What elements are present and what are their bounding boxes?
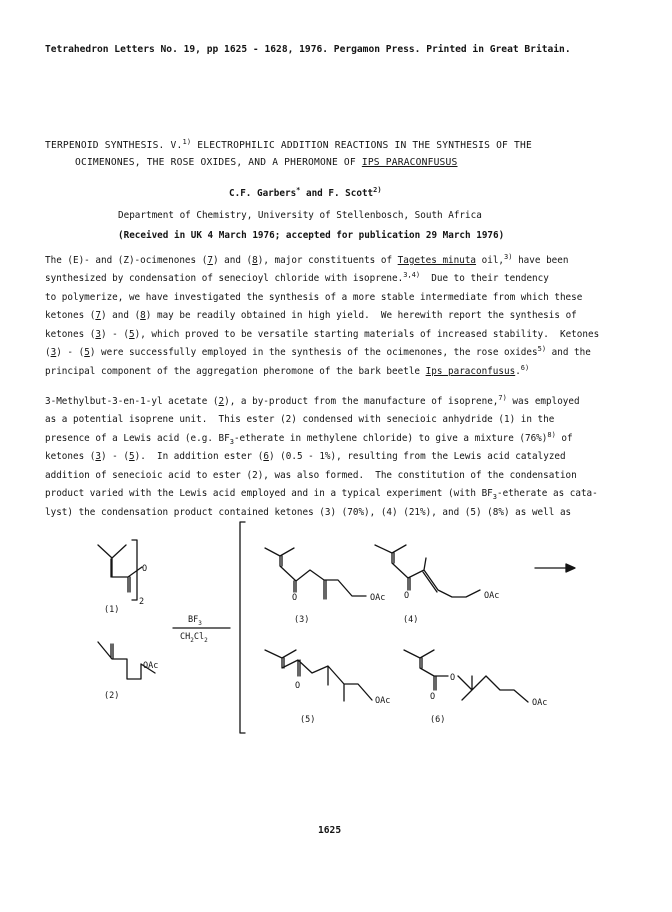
paragraph-2-line-3: presence of a Lewis acid (e.g. $BF_3$-etherate in methylene chloride) to give a mixture $(76\%)^{8)}$ of	[45, 430, 573, 446]
compound-5-label: (5)	[300, 715, 316, 725]
compound-4-o-label: O	[404, 591, 410, 601]
paragraph-1-line-6: (3) - (5) were successfully employed in the synthesis of the ocimenones, the rose oxides$^{5)}$ and the	[45, 344, 591, 358]
compound-2-structure	[98, 642, 158, 679]
compound-5-o-label: O	[295, 681, 301, 691]
compound-6-o-label: O	[450, 673, 456, 683]
article-title-line-1: TERPENOID SYNTHESIS. V.$^{1)}$ ELECTROPHILIC ADDITION REACTIONS IN THE SYNTHESIS OF THE	[45, 137, 532, 151]
paragraph-2-line-6: product varied with the Lewis acid employed and in a typical experiment (with $BF_3$-etherate as cata-	[45, 488, 598, 501]
paragraph-2-line-7: lyst) the condensation product contained ketones (3) (70%), (4) (21%), and (5) (8%) as well as	[45, 507, 572, 518]
compound-3-structure	[265, 548, 385, 603]
compound-6-carbonyl-o-label: O	[430, 692, 436, 702]
compound-3-label: (3)	[294, 615, 310, 625]
compound-1-o-label: O	[142, 564, 148, 574]
reagent-top: $BF_3$	[188, 615, 202, 627]
compound-4-label: (4)	[403, 615, 419, 625]
compound-6-structure	[404, 650, 547, 708]
product-bracket	[240, 522, 245, 733]
compound-6-label: (6)	[430, 715, 446, 725]
affiliation: Department of Chemistry, University of Stellenbosch, South Africa	[118, 210, 482, 221]
paragraph-1-line-3: to polymerize, we have investigated the synthesis of a more stable intermediate from which these	[45, 292, 583, 303]
journal-header: Tetrahedron Letters No. 19, pp 1625 - 1628, 1976. Pergamon Press. Printed in Great Britain.	[45, 44, 571, 55]
page-number: 1625	[318, 825, 342, 836]
paragraph-1-line-7: principal component of the aggregation pheromone of the bark beetle Ips paraconfusus.$^{6)}$	[45, 363, 530, 377]
compound-5-oac-label: OAc	[375, 696, 391, 706]
paragraph-2-line-1: 3-Methylbut-3-en-1-yl acetate (2), a by-product from the manufacture of isoprene,$^{7)}$ was employed	[45, 393, 580, 407]
compound-6-oac-label: OAc	[532, 698, 548, 708]
compound-5-structure	[265, 650, 390, 706]
paragraph-1-line-5: ketones (3) - (5), which proved to be versatile starting materials of increased stability. Ketones	[45, 329, 600, 340]
paragraph-1-line-2: synthesized by condensation of senecioyl chloride with isoprene.$^{3,4)}$ Due to their tendency	[45, 270, 549, 284]
compound-2-label: (2)	[104, 691, 120, 701]
paragraph-2-line-4: ketones (3) - (5). In addition ester (6) (0.5 - 1%), resulting from the Lewis acid catalyzed	[45, 451, 566, 462]
author-line: C.F. Garbers* and F. Scott$^{2)}$	[229, 185, 382, 199]
compound-2-oac-label: OAc	[143, 661, 159, 671]
compound-1-subscript: 2	[139, 597, 145, 607]
article-title-line-2: OCIMENONES, THE ROSE OXIDES, AND A PHEROMONE OF IPS PARACONFUSUS	[75, 157, 458, 168]
paragraph-1-line-4: ketones (7) and (8) may be readily obtained in high yield. We herewith report the synthesis of	[45, 310, 577, 321]
paragraph-2-line-2: as a potential isoprene unit. This ester (2) condensed with senecioic anhydride (1) in the	[45, 414, 555, 425]
continuation-arrow-head	[566, 564, 575, 572]
received-dates: (Received in UK 4 March 1976; accepted for publication 29 March 1976)	[118, 230, 505, 241]
compound-3-o-label: O	[292, 593, 298, 603]
compound-4-oac-label: OAc	[484, 591, 500, 601]
compound-3-oac-label: OAc	[370, 593, 386, 603]
paragraph-2-line-5: addition of senecioic acid to ester (2), was also formed. The constitution of the condensation	[45, 470, 577, 481]
reagent-bottom: $CH_2Cl_2$	[180, 632, 208, 644]
compound-1-structure	[98, 540, 147, 607]
compound-4-structure	[375, 545, 499, 601]
paragraph-1-line-1: The (E)- and (Z)-ocimenones (7) and (8), major constituents of Tagetes minuta oil,$^{3)}$ have been	[45, 252, 569, 266]
compound-1-label: (1)	[104, 605, 120, 615]
